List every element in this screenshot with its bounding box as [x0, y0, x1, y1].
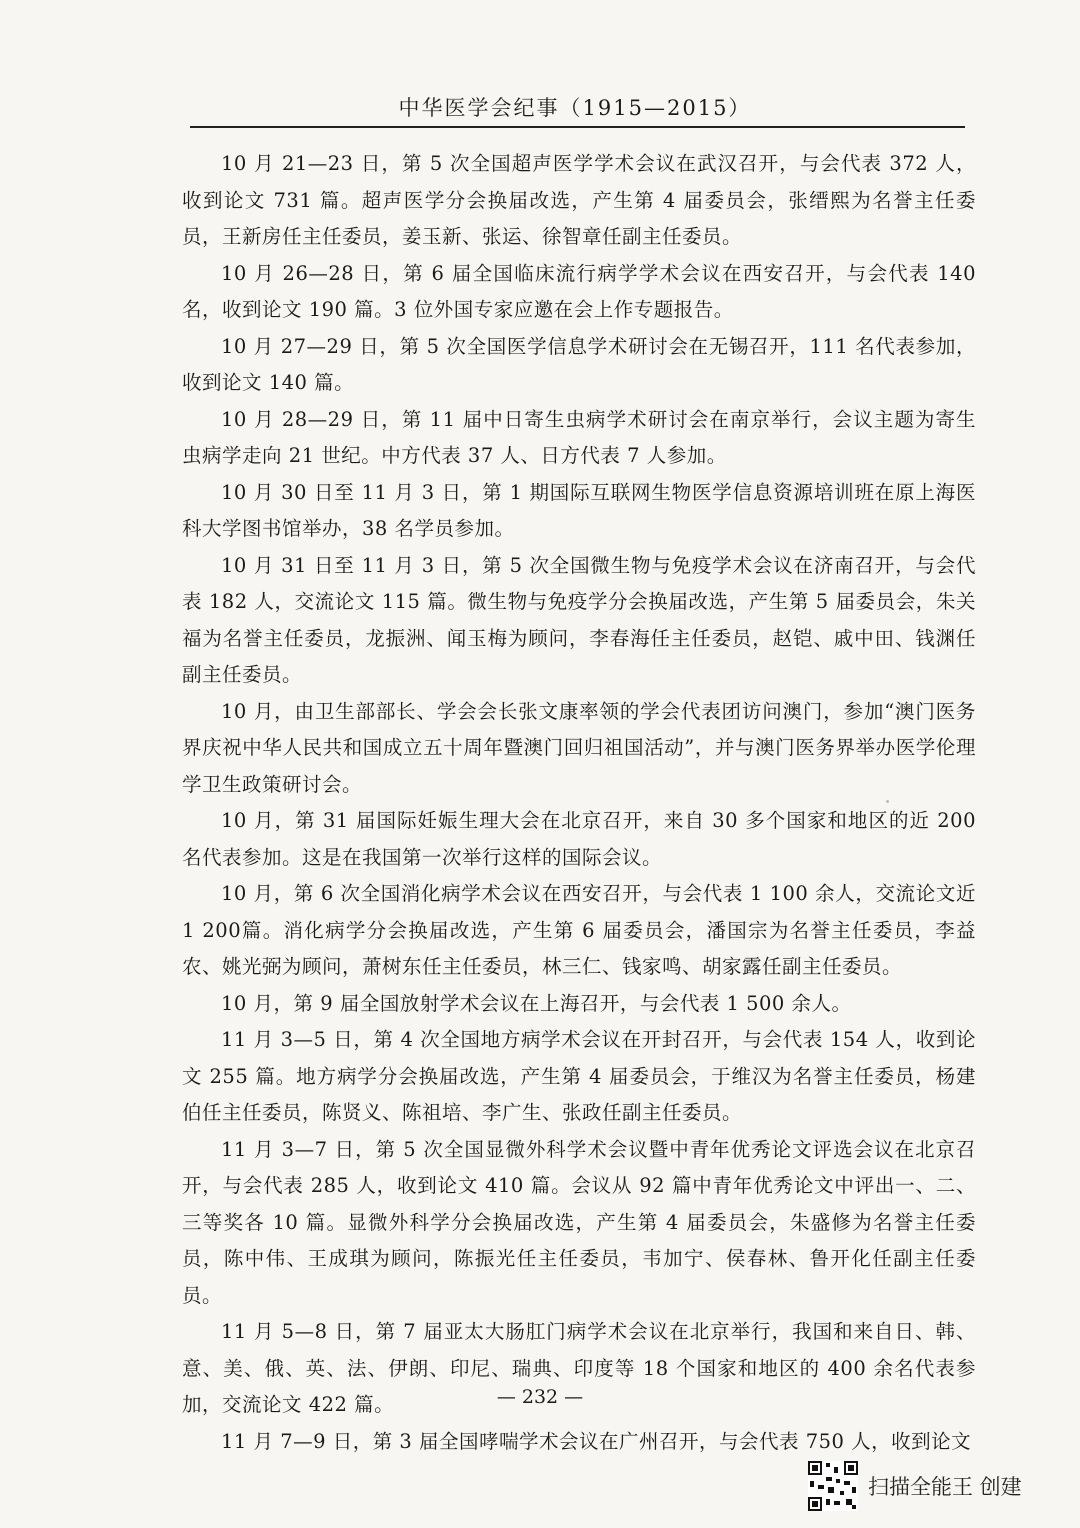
scanner-watermark — [808, 1458, 1068, 1514]
entry-paragraph: 10 月，第 9 届全国放射学术会议在上海召开，与会代表 1 500 余人。 — [221, 991, 852, 1015]
entry-paragraph: 10 月 26—28 日，第 6 届全国临床流行病学学术会议在西安召开，与会代表 140 名，收到论文 190 篇。3 位外国专家应邀在会上作专题报告。 — [182, 261, 976, 321]
entry-paragraph: 10 月，第 31 届国际妊娠生理大会在北京召开，来自 30 多个国家和地区的近 200 名代表参加。这是在我国第一次举行这样的国际会议。 — [182, 809, 976, 869]
page-number: — 232 — — [496, 1386, 584, 1408]
entry-paragraph: 10 月 21—23 日，第 5 次全国超声医学学术会议在武汉召开，与会代表 372 人，收到论文 731 篇。超声医学分会换届改选，产生第 4 届委员会，张缙熙为名誉主任委员，王新房任主任委员，姜玉新、张运、徐智章任副主任委员。 — [182, 152, 976, 248]
scan-speck — [886, 800, 889, 803]
header-divider — [190, 126, 965, 128]
entry-paragraph: 10 月 28—29 日，第 11 届中日寄生虫病学术研讨会在南京举行，会议主题为寄生虫病学走向 21 世纪。中方代表 37 人、日方代表 7 人参加。 — [182, 407, 976, 467]
entry-paragraph: 10 月 30 日至 11 月 3 日，第 1 期国际互联网生物医学信息资源培训班在原上海医科大学图书馆举办，38 名学员参加。 — [182, 480, 976, 540]
entry-paragraph: 11 月 3—5 日，第 4 次全国地方病学术会议在开封召开，与会代表 154 人，收到论文 255 篇。地方病学分会换届改选，产生第 4 届委员会，于维汉为名誉主任委员，杨建伯任主任委员，陈贤义、陈祖培、李广生、张政任副主任委员。 — [182, 1028, 976, 1124]
entry-paragraph: 10 月 31 日至 11 月 3 日，第 5 次全国微生物与免疫学术会议在济南召开，与会代表 182 人，交流论文 115 篇。微生物与免疫学分会换届改选，产生第 5 届委员会，朱关福为名誉主任委员，龙振洲、闻玉梅为顾问，李春海任主任委员，赵铠、戚中田、钱渊任副主任委员。 — [182, 553, 976, 686]
entry-paragraph: 11 月 3—7 日，第 5 次全国显微外科学术会议暨中青年优秀论文评选会议在北京召开，与会代表 285 人，收到论文 410 篇。会议从 92 篇中青年优秀论文中评出一、二、三等奖各 10 篇。显微外科学分会换届改选，产生第 4 届委员会，朱盛修为名誉主任委员，陈中伟、王成琪为顾问，陈振光任主任委员，韦加宁、侯春林、鲁开化任副主任委员。 — [182, 1137, 976, 1307]
qr-code-icon — [808, 1461, 858, 1511]
entry-paragraph: 11 月 7—9 日，第 3 届全国哮喘学术会议在广州召开，与会代表 750 人，收到论文 — [221, 1429, 972, 1453]
entry-paragraph: 10 月 27—29 日，第 5 次全国医学信息学术研讨会在无锡召开，111 名代表参加，收到论文 140 篇。 — [182, 334, 976, 394]
entry-paragraph: 11 月 5—8 日，第 7 届亚太大肠肛门病学术会议在北京举行，我国和来自日、韩、意、美、俄、英、法、伊朗、印尼、瑞典、印度等 18 个国家和地区的 400 余名代表参加，交流论文 422 篇。 — [182, 1320, 976, 1416]
entry-paragraph: 10 月，第 6 次全国消化病学术会议在西安召开，与会代表 1 100 余人，交流论文近 1 200篇。消化病学分会换届改选，产生第 6 届委员会，潘国宗为名誉主任委员，李益农、姚光弼为顾问，萧树东任主任委员，林三仁、钱家鸣、胡家露任副主任委员。 — [182, 882, 976, 978]
entry-paragraph: 10 月，由卫生部部长、学会会长张文康率领的学会代表团访问澳门，参加“澳门医务界庆祝中华人民共和国成立五十周年暨澳门回归祖国活动”，并与澳门医务界举办医学伦理学卫生政策研讨会。 — [182, 699, 976, 796]
running-header-title: 中华医学会纪事（1915—2015） — [398, 96, 752, 120]
body-text — [182, 146, 976, 1460]
watermark-label: 扫描全能王 创建 — [868, 1475, 1022, 1499]
